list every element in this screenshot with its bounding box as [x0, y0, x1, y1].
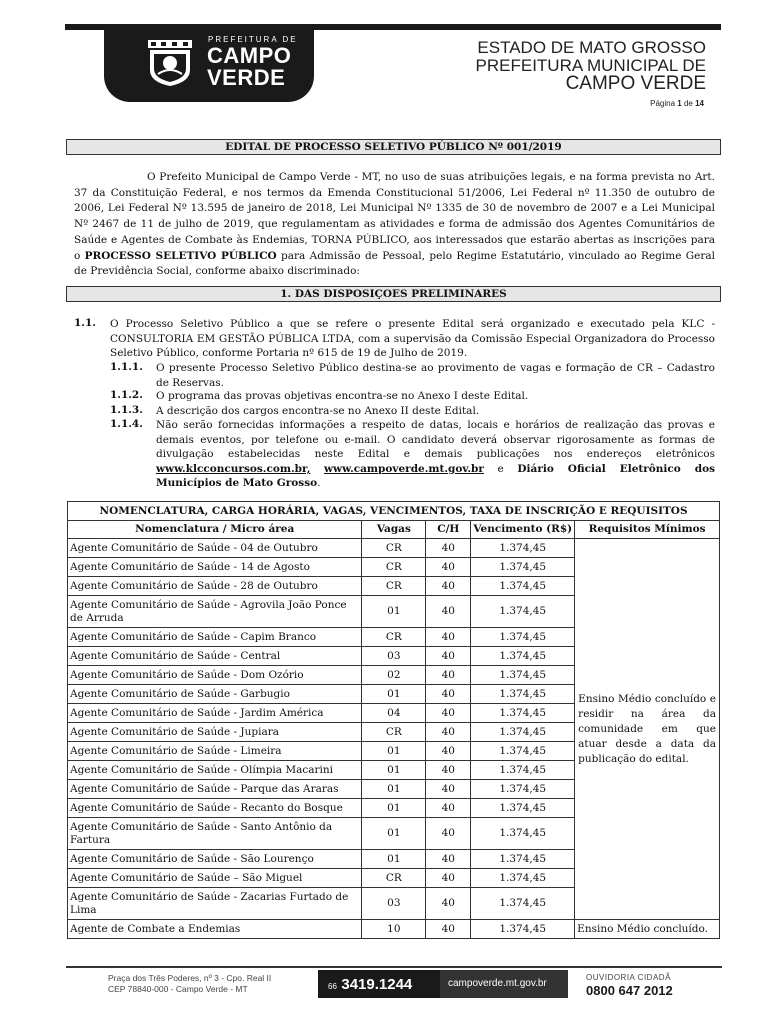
- item-1-1-4-text: Não serão fornecidas informações a respeito de datas, locais e horários de realização das provas e demais eventos, por telefone ou e-mail. O candidato deverá observar rigorosamente as formas de divulgação estabelecidas neste Edital e demais publicações nos endereços eletrônicos www.klcconcursos.com.br, www.campoverde.mt.gov.br e Diário Oficial Eletrônico dos Municípios de Mato Grosso.: [156, 419, 715, 490]
- table-row: Agente Comunitário de Saúde - 28 de Outubro CR 40 1.374,45: [68, 577, 720, 596]
- col-vencimento: Vencimento (R$): [471, 521, 575, 539]
- item-1-1-text: O Processo Seletivo Público a que se refere o presente Edital será organizado e executado pela KLC - CONSULTORIA EM GESTÃO PÚBLICA LTDA, com a supervisão da Comissão Especial Organizadora do Processo Seletivo Público, conforme Portaria nº 615 de 19 de Julho de 2019.: [110, 318, 715, 360]
- campoverde-link[interactable]: www.campoverde.mt.gov.br: [324, 462, 484, 475]
- logo-prefeitura-text: PREFEITURA DE: [208, 35, 298, 44]
- table-header-row: [68, 521, 720, 539]
- city-name: CAMPO VERDE: [565, 73, 706, 94]
- table-row: Agente Comunitário de Saúde - Central 03 40 1.374,45: [68, 647, 720, 666]
- table-caption: NOMENCLATURA, CARGA HORÁRIA, VAGAS, VENCIMENTOS, TAXA DE INSCRIÇÃO E REQUISITOS: [68, 502, 720, 521]
- state-name: ESTADO DE MATO GROSSO: [477, 38, 706, 57]
- table-row: Agente Comunitário de Saúde - 14 de Agosto CR 40 1.374,45: [68, 558, 720, 577]
- col-requisitos: Requisitos Mínimos: [575, 521, 720, 539]
- table-row: Agente Comunitário de Saúde - São Lourenço 01 40 1.374,45: [68, 850, 720, 869]
- item-1-1-3-number: 1.1.3.: [110, 404, 143, 416]
- table-row: Agente Comunitário de Saúde - Capim Branco CR 40 1.374,45: [68, 628, 720, 647]
- section-1-title: 1. DAS DISPOSIÇOES PRELIMINARES: [66, 286, 721, 302]
- item-1-1-number: 1.1.: [74, 317, 96, 329]
- intro-paragraph: O Prefeito Municipal de Campo Verde - MT, no uso de suas atribuições legais, e na forma prevista no Art. 37 da Constituição Federal, e nos termos da Emenda Constitucional 51/2006, Lei Federal nº 11.350 de outubro de 2006, Lei Federal Nº 13.595 de janeiro de 2018, Lei Municipal Nº 1335 de 30 de novembro de 2007 e a Lei Municipal Nº 2467 de 11 de julho de 2019, que regulamentam as atividades e forma de admissão dos Agentes Comunitários de Saúde e Agentes de Combate às Endemias, TORNA PÚBLICO, aos interessados que estarão abertas as inscrições para o PROCESSO SELETIVO PÚBLICO para Admissão de Pessoal, pelo Regime Estatutário, vinculado ao Regime Geral de Previdência Social, conforme abaixo discriminado:: [74, 171, 715, 278]
- table-row: Agente Comunitário de Saúde - Olímpia Macarini 01 40 1.374,45: [68, 761, 720, 780]
- table-row: Agente Comunitário de Saúde - Agrovila João Ponce de Arruda 01 40 1.374,45: [68, 596, 720, 628]
- footer-site-link[interactable]: campoverde.mt.gov.br: [448, 978, 547, 989]
- page-number: Página 1 de 14: [650, 99, 704, 108]
- ouvidoria-phone: 0800 647 2012: [586, 983, 673, 998]
- footer-phone: 66 3419.1244: [328, 976, 413, 993]
- logo-verde-text: VERDE: [207, 65, 286, 90]
- item-1-1-2-number: 1.1.2.: [110, 389, 143, 401]
- footer-address: Praça dos Três Poderes, nº 3 - Cpo. Real II CEP 78840-000 - Campo Verde - MT: [108, 973, 272, 994]
- footer-rule: [66, 966, 722, 968]
- table-row: Agente Comunitário de Saúde - Jardim América 04 40 1.374,45: [68, 704, 720, 723]
- table-row: Agente Comunitário de Saúde - Dom Ozório 02 40 1.374,45: [68, 666, 720, 685]
- prefeitura-municipal-text: PREFEITURA MUNICIPAL DE: [475, 56, 706, 75]
- table-row: Agente Comunitário de Saúde - 04 de Outubro CR 40 1.374,45 Ensino Médio concluído e residir na área da comunidade em que atuar desde a data da publicação do edital.: [68, 539, 720, 558]
- edital-title: EDITAL DE PROCESSO SELETIVO PÚBLICO Nº 001/2019: [66, 139, 721, 155]
- table-row: Agente Comunitário de Saúde - Limeira 01 40 1.374,45: [68, 742, 720, 761]
- item-1-1-1-number: 1.1.1.: [110, 361, 143, 373]
- item-1-1-4-number: 1.1.4.: [110, 418, 143, 430]
- table-row: Agente de Combate a Endemias 10 40 1.374,45 Ensino Médio concluído.: [68, 920, 720, 939]
- klc-link[interactable]: www.klcconcursos.com.br,: [156, 462, 311, 475]
- table-row: Agente Comunitário de Saúde - Recanto do Bosque 01 40 1.374,45: [68, 799, 720, 818]
- item-1-1-3-text: A descrição dos cargos encontra-se no Anexo II deste Edital.: [156, 405, 480, 417]
- item-1-1-2-text: O programa das provas objetivas encontra-se no Anexo I deste Edital.: [156, 390, 529, 402]
- requirement-acs: Ensino Médio concluído e residir na área da comunidade em que atuar desde a data da publicação do edital.: [575, 539, 720, 920]
- table-row: Agente Comunitário de Saúde - Parque das Araras 01 40 1.374,45: [68, 780, 720, 799]
- item-1-1-1-text: O presente Processo Seletivo Público destina-se ao provimento de vagas e formação de CR – Cadastro de Reservas.: [156, 362, 715, 389]
- col-nomenclatura: Nomenclatura / Micro área: [68, 521, 362, 539]
- city-crest-icon: [142, 36, 198, 90]
- table-row: Agente Comunitário de Saúde – São Miguel CR 40 1.374,45: [68, 869, 720, 888]
- table-row: Agente Comunitário de Saúde - Garbugio 01 40 1.374,45: [68, 685, 720, 704]
- vacancies-table: [67, 501, 720, 939]
- table-row: Agente Comunitário de Saúde - Jupiara CR 40 1.374,45: [68, 723, 720, 742]
- col-ch: C/H: [426, 521, 471, 539]
- table-row: Agente Comunitário de Saúde - Zacarias Furtado de Lima 03 40 1.374,45: [68, 888, 720, 920]
- col-vagas: Vagas: [362, 521, 426, 539]
- ouvidoria-label: OUVIDORIA CIDADÃ: [586, 973, 671, 982]
- logo-campo-text: CAMPO: [207, 43, 292, 68]
- table-row: Agente Comunitário de Saúde - Santo Antônio da Fartura 01 40 1.374,45: [68, 818, 720, 850]
